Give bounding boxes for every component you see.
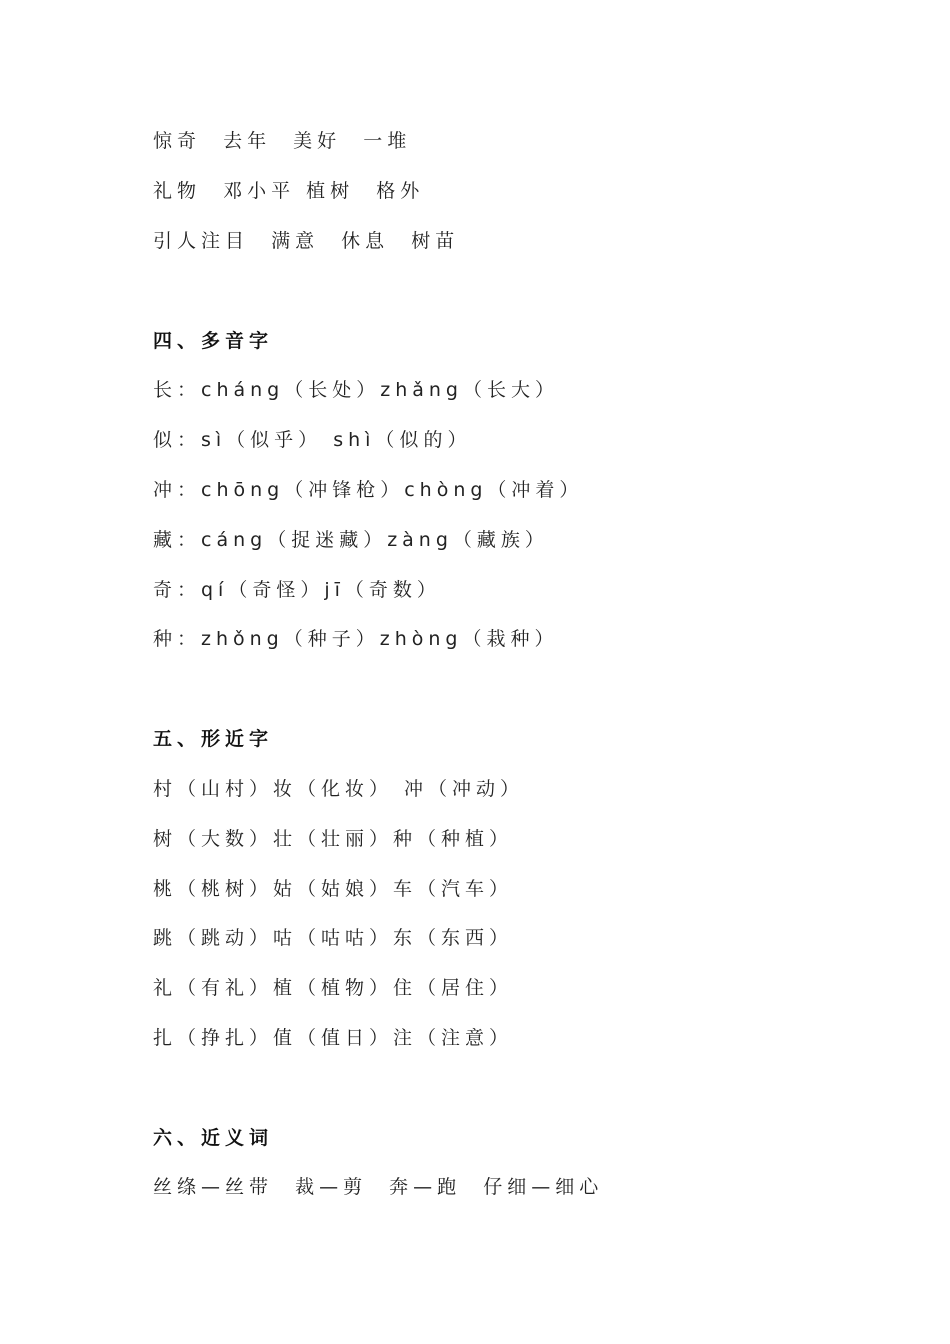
polyphonic-line: 藏：cáng（捉迷藏）zàng（藏族） [153,529,549,551]
polyphonic-line: 似：sì（似乎） shì（似的） [153,429,472,451]
word-list-line: 惊奇 去年 美好 一堆 [153,130,412,152]
polyphonic-line: 冲：chōng（冲锋枪）chòng（冲着） [153,479,584,501]
similar-chars-line: 扎（挣扎）值（值日）注（注意） [153,1027,514,1049]
polyphonic-line: 种：zhǒng（种子）zhòng（栽种） [153,628,559,650]
section-heading-similar-chars: 五、形近字 [153,728,274,750]
polyphonic-line: 长：cháng（长处）zhǎng（长大） [153,379,559,401]
similar-chars-line: 礼（有礼）植（植物）住（居住） [153,977,514,999]
section-heading-synonyms: 六、近义词 [153,1127,274,1149]
polyphonic-line: 奇：qí（奇怪）jī（奇数） [153,579,441,601]
word-list-line: 引人注目 满意 休息 树苗 [153,230,460,252]
similar-chars-line: 树（大数）壮（壮丽）种（种植） [153,828,514,850]
section-heading-polyphonic: 四、多音字 [153,330,274,352]
similar-chars-line: 跳（跳动）咕（咕咕）东（东西） [153,927,514,949]
similar-chars-line: 桃（桃树）姑（姑娘）车（汽车） [153,878,514,900]
synonyms-line: 丝绦—丝带 裁—剪 奔—跑 仔细—细心 [153,1176,604,1198]
similar-chars-line: 村（山村）妆（化妆） 冲（冲动） [153,778,525,800]
word-list-line: 礼物 邓小平 植树 格外 [153,180,425,202]
